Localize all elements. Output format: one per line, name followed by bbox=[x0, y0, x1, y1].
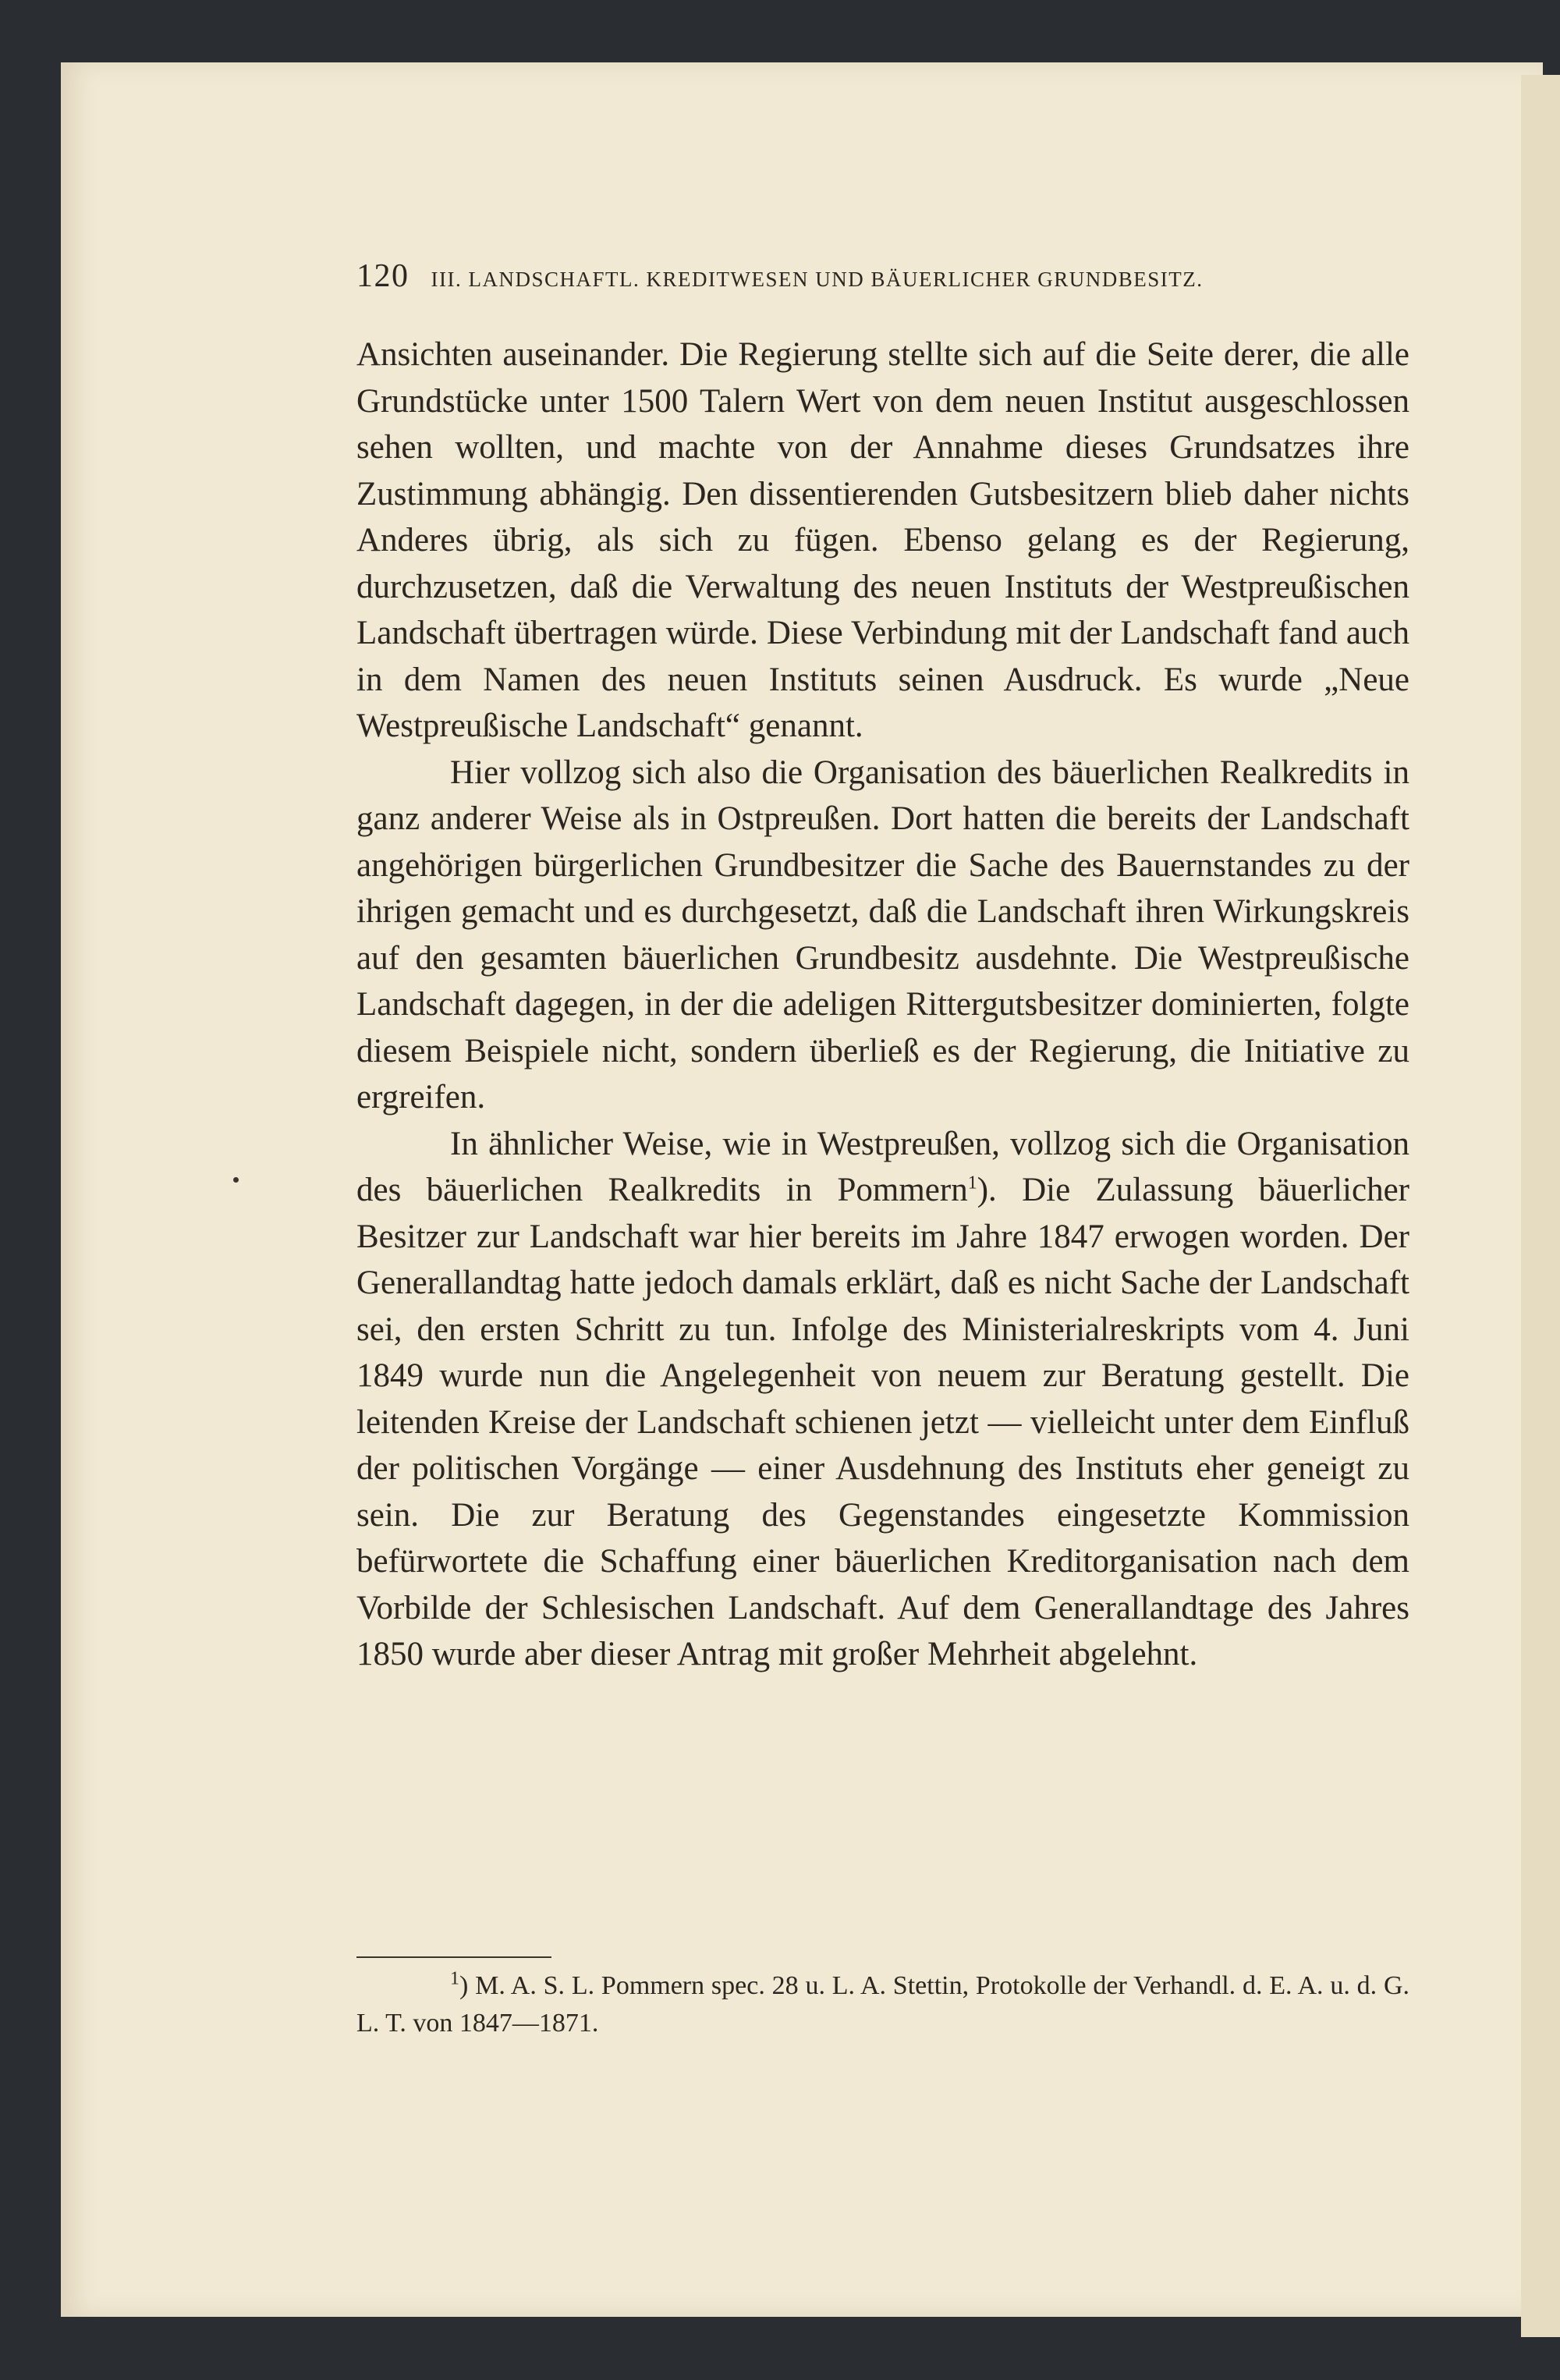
running-head bbox=[356, 257, 1409, 304]
paragraph: Hier vollzog sich also die Organisation des bäuerlichen Realkredits in ganz anderer Weise als in Ostpreußen. Dort hatten die bereits der Landschaft angehörigen bürgerlichen Grundbesitzer die Sache des Bauernstandes zu der ihrigen gemacht und es durchgesetzt, daß die Landschaft ihren Wirkungskreis auf den gesamten bäuerlichen Grundbesitz ausdehnte. Die Westpreußische Landschaft dagegen, in der die adeligen Rittergutsbesitzer dominierten, folgte diesem Beispiele nicht, sondern überließ es der Regierung, die Initiative zu ergreifen. bbox=[356, 754, 1409, 1116]
margin-speck bbox=[233, 1177, 239, 1183]
page-number: 120 bbox=[356, 258, 410, 294]
body-text bbox=[356, 332, 1409, 1678]
paragraph bbox=[356, 1121, 1409, 1678]
running-title: III. LANDSCHAFTL. KREDITWESEN UND BÄUERLICHER GRUNDBESITZ. bbox=[431, 268, 1204, 291]
footnote-rule bbox=[356, 1956, 551, 1958]
paragraph: Ansichten auseinander. Die Regierung stellte sich auf die Seite derer, die alle Grundstücke unter 1500 Talern Wert von dem neuen Institut ausgeschlossen sehen wollten, und machte von der Annahme dieses Grundsatzes ihre Zustimmung abhängig. Den dissentierenden Gutsbesitzern blieb daher nichts Anderes übrig, als sich zu fügen. Ebenso gelang es der Regierung, durchzusetzen, daß die Verwaltung des neuen Instituts der Westpreußischen Landschaft übertragen würde. Diese Verbindung mit der Landschaft fand auch in dem Namen des neuen Instituts seinen Ausdruck. Es wurde „Neue Westpreußische Landschaft“ genannt. bbox=[356, 336, 1409, 744]
paragraph-text: In ähnlicher Weise, wie in Westpreußen, vollzog sich die Organisation des bäuerlichen Realkredits in Pommern bbox=[356, 1125, 1409, 1208]
paragraph-text: ). Die Zulassung bäuerlicher Besitzer zur Landschaft war hier bereits im Jahre 1847 erwogen worden. Der Generallandtag hatte jedoch damals erklärt, daß es nicht Sache der Landschaft sei, den ersten Schritt zu tun. Infolge des Ministerialreskripts vom 4. Juni 1849 wurde nun die Angelegenheit von neuem zur Beratung gestellt. Die leitenden Kreise der Landschaft schienen jetzt — vielleicht unter dem Einfluß der politischen Vorgänge — einer Ausdehnung des Instituts eher geneigt zu sein. Die zur Beratung des Gegenstandes eingesetzte Kommission befürwortete die Schaffung einer bäuerlichen Kreditorganisation nach dem Vorbilde der Schlesischen Landschaft. Auf dem Generallandtage des Jahres 1850 wurde aber dieser Antrag mit großer Mehrheit abgelehnt. bbox=[356, 1172, 1409, 1672]
footnote-reference: 1 bbox=[967, 1172, 977, 1194]
page-edge bbox=[1521, 75, 1560, 2337]
footnote-text: ) M. A. S. L. Pommern spec. 28 u. L. A. Stettin, Protokolle der Verhandl. d. E. A. u. d. G. L. T. von 1847—1871. bbox=[356, 1971, 1409, 2038]
footnote bbox=[356, 1967, 1409, 2042]
footnote-marker: 1 bbox=[450, 1968, 459, 1989]
